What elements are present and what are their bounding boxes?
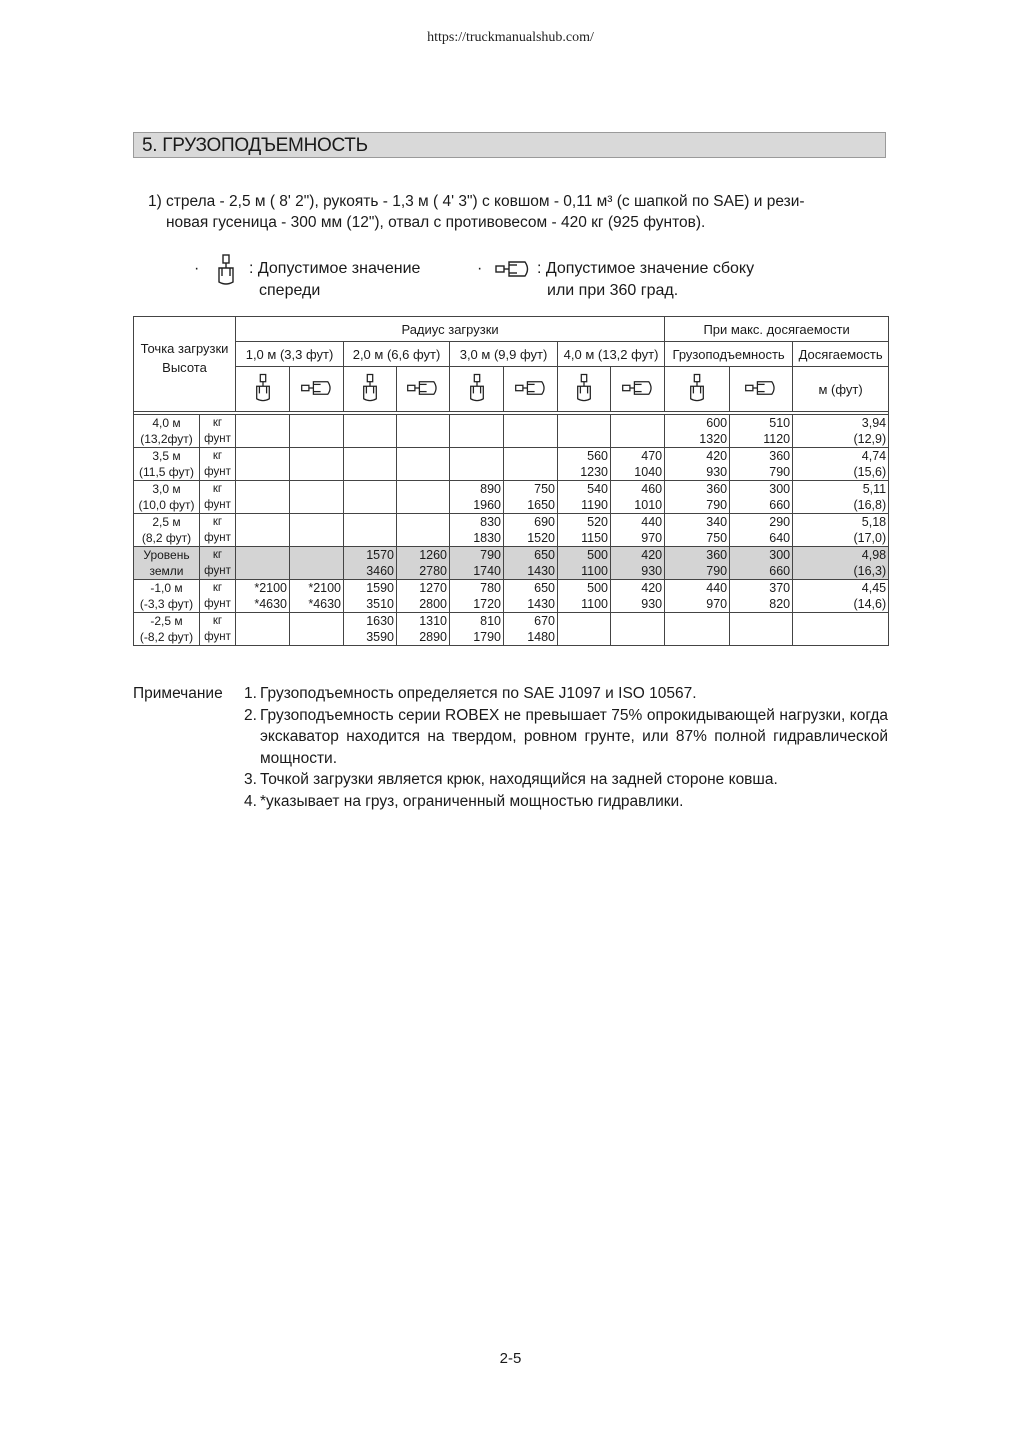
value-cell: (16,8) xyxy=(793,497,889,514)
unit-cell: фунт xyxy=(200,431,236,448)
spec-line-1 xyxy=(148,191,888,212)
max-reach-header: При макс. досягаемости xyxy=(665,317,889,342)
value-cell: 830 xyxy=(450,514,504,531)
value-cell: (17,0) xyxy=(793,530,889,547)
reach-unit-header: м (фут) xyxy=(793,367,889,412)
value-cell: 810 xyxy=(450,613,504,630)
value-cell: 1430 xyxy=(504,563,558,580)
value-cell: 1230 xyxy=(558,464,611,481)
value-cell: 440 xyxy=(611,514,665,531)
value-cell: 1790 xyxy=(450,629,504,646)
note-number: 3. xyxy=(244,771,257,788)
height-cell: -1,0 м xyxy=(134,580,200,597)
value-cell: 500 xyxy=(558,580,611,597)
side-load-icon xyxy=(504,367,558,412)
value-cell: 420 xyxy=(665,448,730,465)
front-load-icon xyxy=(450,367,504,412)
value-cell: 1480 xyxy=(504,629,558,646)
value-cell: 2800 xyxy=(397,596,450,613)
value-cell xyxy=(290,497,344,514)
page-number: 2-5 xyxy=(499,1350,522,1367)
value-cell: 1590 xyxy=(344,580,397,597)
side-load-icon xyxy=(495,259,531,285)
value-cell xyxy=(236,563,290,580)
value-cell xyxy=(290,514,344,531)
value-cell: 360 xyxy=(665,481,730,498)
value-cell: 650 xyxy=(504,580,558,597)
value-cell xyxy=(397,464,450,481)
value-cell xyxy=(504,448,558,465)
value-cell xyxy=(236,613,290,630)
value-cell xyxy=(450,431,504,448)
value-cell: 930 xyxy=(665,464,730,481)
value-cell xyxy=(344,530,397,547)
note-number: 1. xyxy=(244,685,257,702)
table-row xyxy=(134,448,889,465)
value-cell: 4,45 xyxy=(793,580,889,597)
value-cell: 420 xyxy=(611,580,665,597)
radius-4-header: 4,0 м (13,2 фут) xyxy=(558,342,665,367)
value-cell: 420 xyxy=(611,547,665,564)
value-cell: (15,6) xyxy=(793,464,889,481)
value-cell: 1100 xyxy=(558,596,611,613)
value-cell xyxy=(730,629,793,646)
value-cell: (14,6) xyxy=(793,596,889,613)
value-cell xyxy=(397,481,450,498)
value-cell xyxy=(558,415,611,432)
value-cell xyxy=(611,415,665,432)
lifting-capacity-table xyxy=(133,316,889,646)
value-cell xyxy=(344,415,397,432)
height-cell: (-3,3 фут) xyxy=(134,596,200,613)
unit-cell: фунт xyxy=(200,464,236,481)
value-cell xyxy=(397,530,450,547)
reach-header: Досягаемость xyxy=(793,342,889,367)
value-cell xyxy=(290,464,344,481)
spec-line-1-text: стрела - 2,5 м ( 8' 2"), рукоять - 1,3 м ( 4' 3") с ковшом - 0,11 м³ (с шапкой по SAE) и рези- xyxy=(166,193,805,210)
value-cell xyxy=(611,629,665,646)
unit-cell: фунт xyxy=(200,596,236,613)
table-row xyxy=(134,415,889,432)
value-cell: 640 xyxy=(730,530,793,547)
value-cell xyxy=(450,415,504,432)
value-cell: 660 xyxy=(730,497,793,514)
value-cell: 340 xyxy=(665,514,730,531)
height-cell: 4,0 м xyxy=(134,415,200,432)
value-cell: 3510 xyxy=(344,596,397,613)
value-cell xyxy=(397,415,450,432)
value-cell: 600 xyxy=(665,415,730,432)
value-cell xyxy=(236,514,290,531)
value-cell: 2780 xyxy=(397,563,450,580)
value-cell: *4630 xyxy=(236,596,290,613)
unit-cell: кг xyxy=(200,613,236,630)
side-load-icon xyxy=(730,367,793,412)
value-cell: 1190 xyxy=(558,497,611,514)
value-cell xyxy=(450,464,504,481)
value-cell: 750 xyxy=(665,530,730,547)
height-cell: 2,5 м xyxy=(134,514,200,531)
table-row xyxy=(134,613,889,630)
value-cell: 1960 xyxy=(450,497,504,514)
note-text: Точкой загрузки является крюк, находящийся на задней стороне ковша. xyxy=(260,771,778,788)
note-text: *указывает на груз, ограниченный мощностью гидравлики. xyxy=(260,792,684,810)
table-row xyxy=(134,547,889,564)
legend-front xyxy=(194,258,494,302)
value-cell: 290 xyxy=(730,514,793,531)
value-cell: 360 xyxy=(665,547,730,564)
value-cell xyxy=(236,497,290,514)
value-cell: *2100 xyxy=(290,580,344,597)
load-point-header: Точка загрузки Высота xyxy=(134,317,236,412)
legend-side xyxy=(477,258,807,302)
value-cell: 3460 xyxy=(344,563,397,580)
value-cell: 660 xyxy=(730,563,793,580)
value-cell xyxy=(665,613,730,630)
value-cell xyxy=(236,629,290,646)
value-cell xyxy=(344,431,397,448)
value-cell: 5,11 xyxy=(793,481,889,498)
value-cell xyxy=(344,448,397,465)
side-load-icon xyxy=(290,367,344,412)
height-cell: (-8,2 фут) xyxy=(134,629,200,646)
value-cell xyxy=(290,563,344,580)
value-cell: 1520 xyxy=(504,530,558,547)
value-cell: 1310 xyxy=(397,613,450,630)
height-cell: (10,0 фут) xyxy=(134,497,200,514)
value-cell xyxy=(236,431,290,448)
legend-side-line1: : Допустимое значение сбоку xyxy=(537,260,755,277)
value-cell: 1830 xyxy=(450,530,504,547)
value-cell: (12,9) xyxy=(793,431,889,448)
table-row xyxy=(134,497,889,514)
side-load-icon xyxy=(611,367,665,412)
note-item xyxy=(244,769,888,791)
legend-front-line2: спереди xyxy=(259,282,321,299)
value-cell: 890 xyxy=(450,481,504,498)
value-cell: 690 xyxy=(504,514,558,531)
value-cell xyxy=(504,464,558,481)
value-cell: 790 xyxy=(730,464,793,481)
value-cell xyxy=(504,431,558,448)
height-cell: Уровень xyxy=(134,547,200,564)
value-cell xyxy=(236,464,290,481)
height-cell: -2,5 м xyxy=(134,613,200,630)
value-cell xyxy=(344,481,397,498)
radius-header: Радиус загрузки xyxy=(236,317,665,342)
table-row xyxy=(134,530,889,547)
table-row xyxy=(134,563,889,580)
unit-cell: фунт xyxy=(200,530,236,547)
table-row xyxy=(134,431,889,448)
height-cell: (13,2фут) xyxy=(134,431,200,448)
table-row xyxy=(134,580,889,597)
value-cell: (16,3) xyxy=(793,563,889,580)
radius-1-header: 1,0 м (3,3 фут) xyxy=(236,342,344,367)
value-cell: 1100 xyxy=(558,563,611,580)
value-cell: 460 xyxy=(611,481,665,498)
note-item xyxy=(244,705,888,770)
note-number: 4. xyxy=(244,792,257,810)
value-cell: 1740 xyxy=(450,563,504,580)
value-cell: 820 xyxy=(730,596,793,613)
value-cell xyxy=(344,497,397,514)
value-cell: 970 xyxy=(665,596,730,613)
value-cell: 780 xyxy=(450,580,504,597)
value-cell: 1720 xyxy=(450,596,504,613)
value-cell: 440 xyxy=(665,580,730,597)
value-cell xyxy=(558,431,611,448)
bullet: · xyxy=(477,260,483,277)
spec-number: 1) xyxy=(148,193,162,210)
note-text: Грузоподъемность серии ROBEX не превышает 75% опрокидывающей нагрузки, когда экскаватор находится на твердом, ровном грунте, или 87% полной гидравлической мощности. xyxy=(260,706,888,767)
note-item xyxy=(244,683,888,705)
unit-cell: кг xyxy=(200,514,236,531)
note-number: 2. xyxy=(244,706,257,724)
value-cell xyxy=(290,530,344,547)
value-cell: 1570 xyxy=(344,547,397,564)
value-cell xyxy=(730,613,793,630)
value-cell: 1010 xyxy=(611,497,665,514)
spec-paragraph xyxy=(148,191,888,233)
value-cell: 560 xyxy=(558,448,611,465)
unit-cell: кг xyxy=(200,580,236,597)
side-load-icon xyxy=(397,367,450,412)
value-cell: 1650 xyxy=(504,497,558,514)
unit-cell: кг xyxy=(200,415,236,432)
value-cell: 1270 xyxy=(397,580,450,597)
legend-side-line2: или при 360 град. xyxy=(547,282,679,299)
section-title: 5. ГРУЗОПОДЪЕМНОСТЬ xyxy=(133,132,886,158)
value-cell xyxy=(611,431,665,448)
value-cell xyxy=(290,415,344,432)
value-cell: 470 xyxy=(611,448,665,465)
table-row xyxy=(134,596,889,613)
unit-cell: кг xyxy=(200,547,236,564)
value-cell: 5,18 xyxy=(793,514,889,531)
value-cell: *4630 xyxy=(290,596,344,613)
value-cell xyxy=(290,613,344,630)
note-item xyxy=(244,791,888,813)
value-cell: 4,74 xyxy=(793,448,889,465)
value-cell xyxy=(397,431,450,448)
height-cell: 3,0 м xyxy=(134,481,200,498)
value-cell: 1430 xyxy=(504,596,558,613)
value-cell: 510 xyxy=(730,415,793,432)
value-cell xyxy=(397,514,450,531)
front-load-icon xyxy=(665,367,730,412)
value-cell: 3,94 xyxy=(793,415,889,432)
value-cell xyxy=(344,514,397,531)
front-load-icon xyxy=(216,254,236,292)
value-cell xyxy=(290,629,344,646)
value-cell xyxy=(397,448,450,465)
value-cell: 930 xyxy=(611,596,665,613)
value-cell xyxy=(665,629,730,646)
value-cell: 360 xyxy=(730,448,793,465)
value-cell xyxy=(558,613,611,630)
value-cell: 370 xyxy=(730,580,793,597)
value-cell xyxy=(290,481,344,498)
value-cell xyxy=(290,431,344,448)
value-cell xyxy=(236,481,290,498)
table-row xyxy=(134,514,889,531)
unit-cell: фунт xyxy=(200,497,236,514)
value-cell xyxy=(236,448,290,465)
value-cell: 970 xyxy=(611,530,665,547)
value-cell xyxy=(236,547,290,564)
unit-cell: кг xyxy=(200,448,236,465)
front-load-icon xyxy=(558,367,611,412)
value-cell: 540 xyxy=(558,481,611,498)
unit-cell: кг xyxy=(200,481,236,498)
value-cell xyxy=(450,448,504,465)
value-cell: 500 xyxy=(558,547,611,564)
table-row xyxy=(134,481,889,498)
value-cell: 1320 xyxy=(665,431,730,448)
value-cell xyxy=(236,415,290,432)
value-cell xyxy=(793,613,889,630)
value-cell: 1260 xyxy=(397,547,450,564)
value-cell: 520 xyxy=(558,514,611,531)
value-cell xyxy=(504,415,558,432)
value-cell xyxy=(344,464,397,481)
radius-2-header: 2,0 м (6,6 фут) xyxy=(344,342,450,367)
value-cell: 650 xyxy=(504,547,558,564)
legend-front-line1: : Допустимое значение xyxy=(249,260,421,277)
bullet: · xyxy=(194,260,200,277)
value-cell: 1150 xyxy=(558,530,611,547)
height-cell: земли xyxy=(134,563,200,580)
value-cell: 3590 xyxy=(344,629,397,646)
value-cell xyxy=(558,629,611,646)
notes-label: Примечание xyxy=(133,685,223,702)
value-cell: 790 xyxy=(665,497,730,514)
table-row xyxy=(134,629,889,646)
value-cell xyxy=(290,448,344,465)
value-cell xyxy=(236,530,290,547)
value-cell: *2100 xyxy=(236,580,290,597)
value-cell: 2890 xyxy=(397,629,450,646)
value-cell xyxy=(397,497,450,514)
note-text: Грузоподъемность определяется по SAE J1097 и ISO 10567. xyxy=(260,685,697,702)
value-cell: 1120 xyxy=(730,431,793,448)
value-cell: 750 xyxy=(504,481,558,498)
value-cell: 300 xyxy=(730,547,793,564)
value-cell: 1040 xyxy=(611,464,665,481)
value-cell xyxy=(290,547,344,564)
spec-line-2: новая гусеница - 300 мм (12"), отвал с противовесом - 420 кг (925 фунтов). xyxy=(166,214,706,231)
value-cell: 790 xyxy=(665,563,730,580)
height-cell: 3,5 м xyxy=(134,448,200,465)
unit-cell: фунт xyxy=(200,563,236,580)
notes-list xyxy=(244,683,888,812)
height-cell: (11,5 фут) xyxy=(134,464,200,481)
front-load-icon xyxy=(236,367,290,412)
unit-cell: фунт xyxy=(200,629,236,646)
value-cell: 300 xyxy=(730,481,793,498)
value-cell xyxy=(611,613,665,630)
value-cell: 4,98 xyxy=(793,547,889,564)
value-cell: 1630 xyxy=(344,613,397,630)
value-cell xyxy=(793,629,889,646)
capacity-header: Грузоподъемность xyxy=(665,342,793,367)
radius-3-header: 3,0 м (9,9 фут) xyxy=(450,342,558,367)
value-cell: 930 xyxy=(611,563,665,580)
value-cell: 790 xyxy=(450,547,504,564)
source-url[interactable]: https://truckmanualshub.com/ xyxy=(427,30,594,45)
front-load-icon xyxy=(344,367,397,412)
table-row xyxy=(134,464,889,481)
value-cell: 670 xyxy=(504,613,558,630)
height-cell: (8,2 фут) xyxy=(134,530,200,547)
